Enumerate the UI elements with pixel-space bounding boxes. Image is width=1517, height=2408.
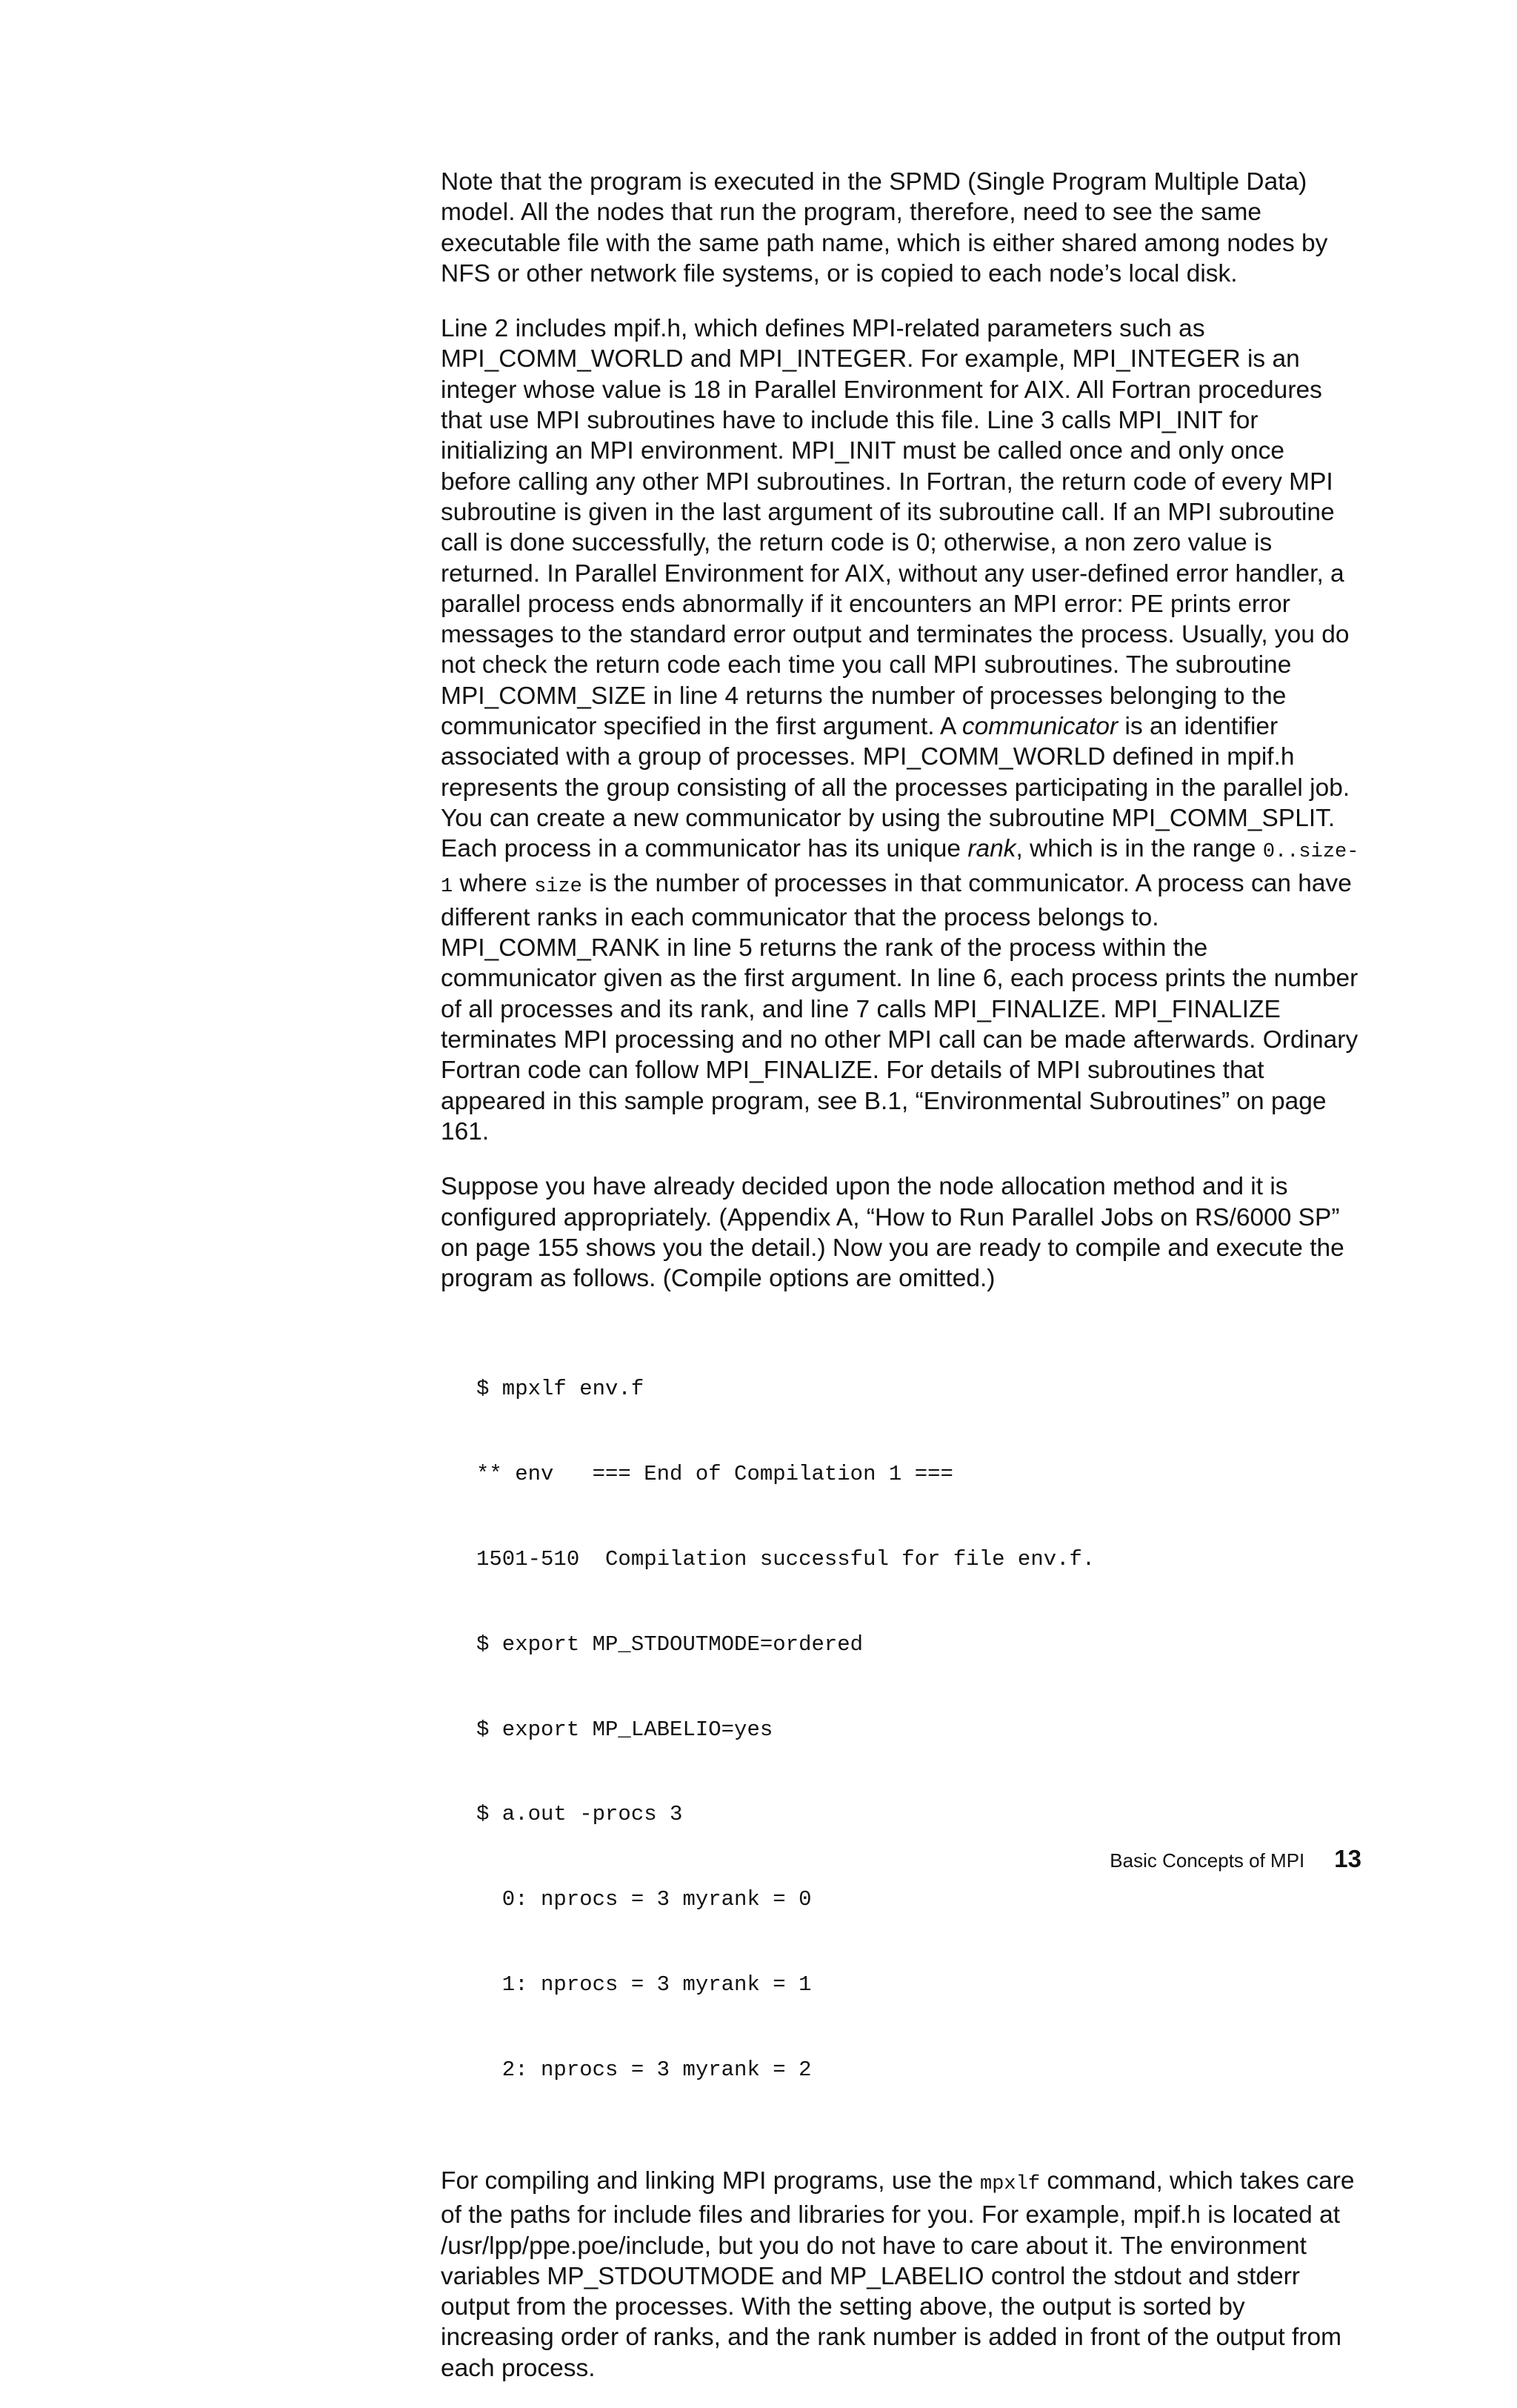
page-footer [1110,1845,1361,1873]
paragraph-mpxlf-explanation [441,2166,1359,2384]
code-line: 0: nprocs = 3 myrank = 0 [476,1887,812,1912]
paragraph-mpi-explanation [441,313,1359,1147]
code-line: 2: nprocs = 3 myrank = 2 [476,2058,812,2083]
paragraph-text: where [453,869,535,897]
code-line: $ a.out -procs 3 [476,1802,683,1827]
paragraph-text: Suppose you have already decided upon the node allocation method and it is configured appropriately. (Appendix A, “How to Run Parallel Jobs on RS/6000 SP” on page 155 shows you the detail.) Now you are ready to compile and execute the program as follows. (Compile options are omitted.) [441,1173,1344,1293]
code-line: 1: nprocs = 3 myrank = 1 [476,1972,812,1998]
paragraph-compile-intro [441,1171,1359,1294]
paragraph-spmd-note [441,167,1359,289]
code-line: $ export MP_STDOUTMODE=ordered [476,1632,864,1657]
footer-section-title: Basic Concepts of MPI [1110,1849,1305,1872]
paragraph-text: Note that the program is executed in the SPMD (Single Program Multiple Data) model. All the nodes that run the program, therefore, need to see the same executable file with the same path name, which is either shared among nodes by NFS or other network file systems, or is copied to each node’s local disk. [441,168,1328,287]
paragraph-text: , which is in the range [1016,835,1263,863]
inline-code-size: size [534,875,582,898]
code-line: 1501-510 Compilation successful for file env.f. [476,1546,1096,1571]
paragraph-text: Line 2 includes mpif.h, which defines MPI-related parameters such as MPI_COMM_WORLD and MPI_INTEGER. For example, MPI_INTEGER is an integer whose value is 18 in Parallel Environment for AIX. All Fortran procedures that use MPI subroutines have to include this file. Line 3 calls MPI_INIT for initializing an MPI environment. MPI_INIT must be called once and only once before calling any other MPI subroutines. In Fortran, the return code of every MPI subroutine is given in the last argument of its subroutine call. If an MPI subroutine call is done successfully, the return code is 0; otherwise, a non zero value is returned. In Parallel Environment for AIX, without any user-defined error handler, a parallel process ends abnormally if it encounters an MPI error: PE prints error messages to the standard error output and terminates the process. Usually, you do not check the return code each time you call MPI subroutines. The subroutine MPI_COMM_SIZE in line 4 returns the number of processes belonging to the communicator specified in the first argument. A [441,315,1350,741]
term-rank: rank [967,835,1016,863]
code-line: $ export MP_LABELIO=yes [476,1717,773,1742]
page-number: 13 [1334,1845,1361,1872]
paragraph-text: is the number of processes in that communicator. A process can have different ranks in each communicator that the process belongs to. MPI_COMM_RANK in line 5 returns the rank of the process within the communicator given as the first argument. In line 6, each process prints the number of all processes and its rank, and line 7 calls MPI_FINALIZE. MPI_FINALIZE terminates MPI processing and no other MPI call can be made afterwards. Ordinary Fortran code can follow MPI_FINALIZE. For details of MPI subroutines that appeared in this sample program, see B.1, “Environmental Subroutines” on page 161. [441,869,1358,1145]
page-body [441,167,1359,2408]
inline-code-mpxlf: mpxlf [980,2173,1041,2195]
code-line: ** env === End of Compilation 1 === [476,1461,953,1486]
term-communicator: communicator [961,713,1118,741]
paragraph-text: command, which takes care of the paths for include files and libraries for you. For example, mpif.h is located at /usr/lpp/ppe.poe/include, but you do not have to care about it. The environment variables MP_STDOUTMODE and MP_LABELIO control the stdout and stderr output from the processes. With the setting above, the output is sorted by increasing order of ranks, and the rank number is added in front of the output from each process. [441,2167,1355,2382]
code-block-terminal [476,1318,1359,2141]
code-line: $ mpxlf env.f [476,1376,644,1401]
paragraph-text: is an identifier associated with a group of processes. MPI_COMM_WORLD defined in mpif.h represents the group consisting of all the processes participating in the parallel job. You can create a new communicator by using the subroutine MPI_COMM_SPLIT. Each process in a communicator has its unique [441,713,1350,863]
paragraph-text: For compiling and linking MPI programs, use the [441,2167,981,2195]
inline-code-range: 0..size-1 [441,841,1359,898]
